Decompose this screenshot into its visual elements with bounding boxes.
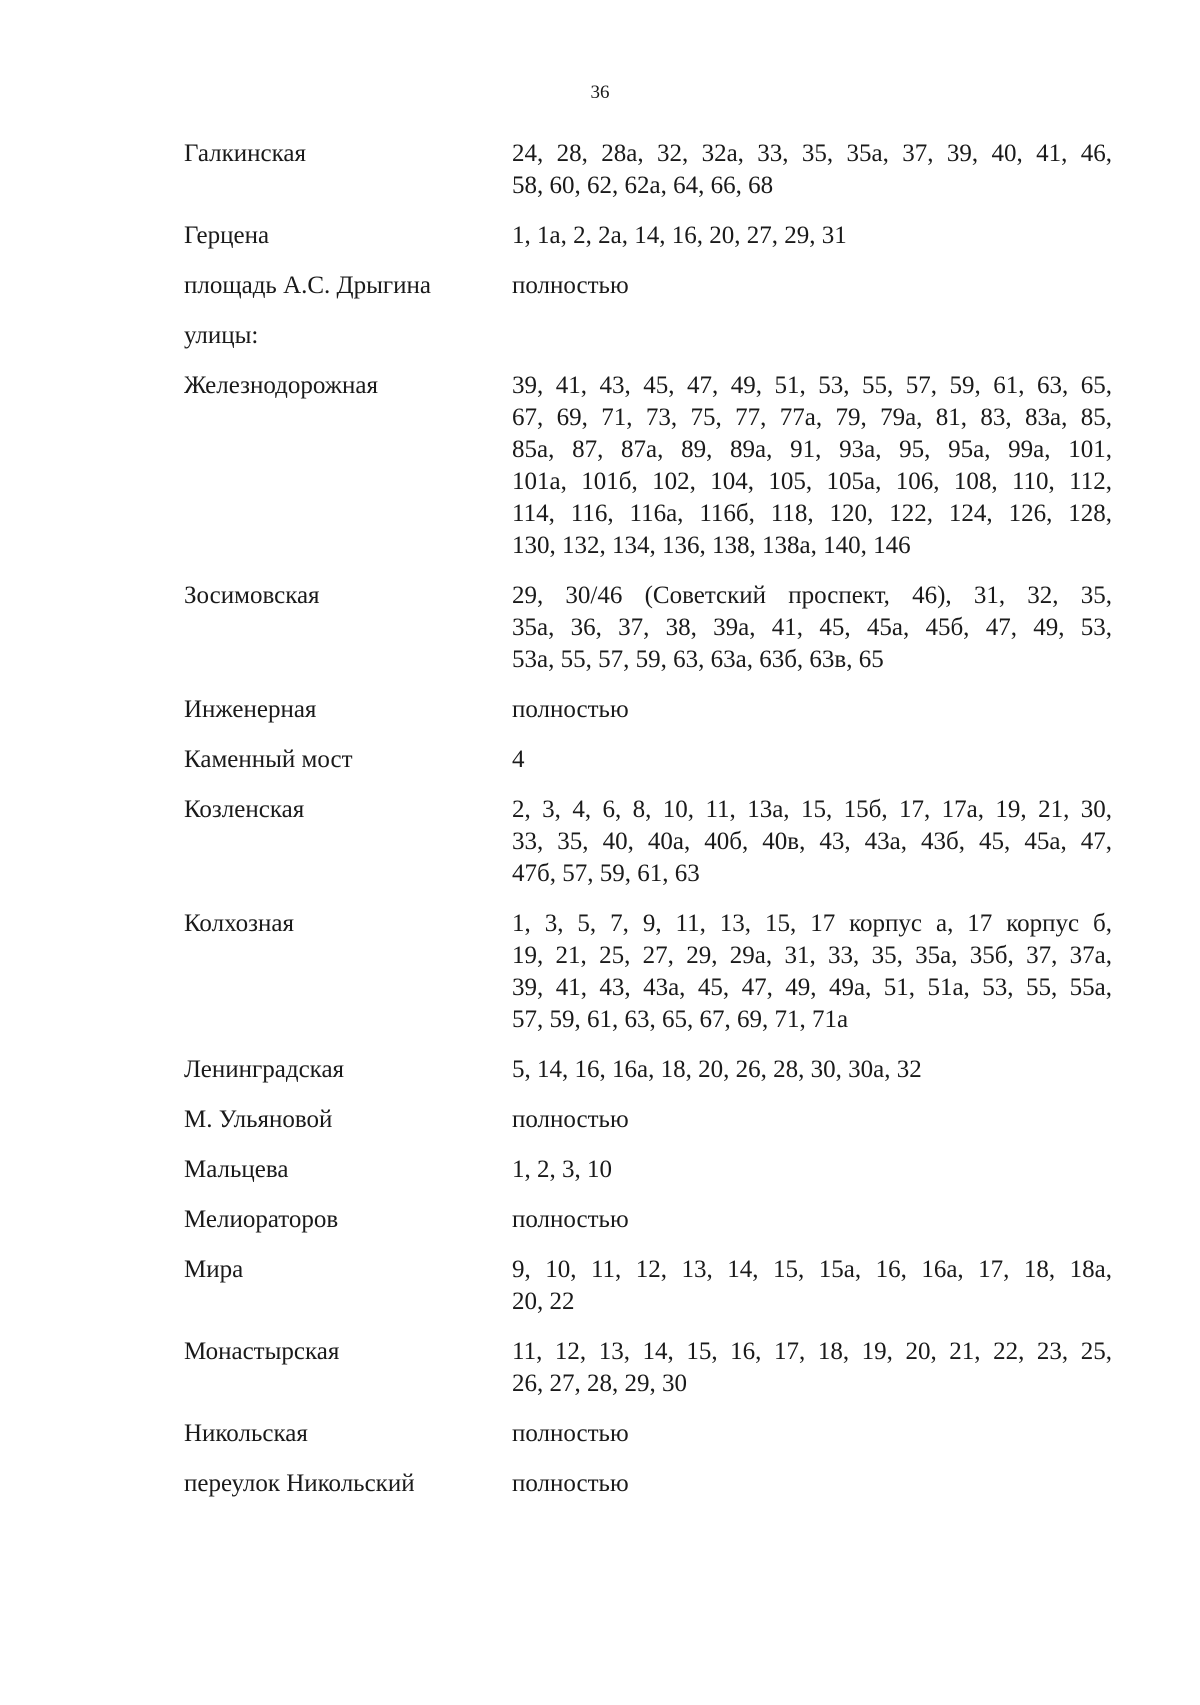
street-row [0, 1204, 1200, 1236]
house-numbers-line: 85а, 87, 87а, 89, 89а, 91, 93а, 95, 95а, 99а, 101, [512, 436, 1112, 463]
house-numbers-line: 58, 60, 62, 62а, 64, 66, 68 [512, 172, 774, 199]
house-numbers-line: 47б, 57, 59, 61, 63 [512, 860, 700, 887]
house-numbers-line: 9, 10, 11, 12, 13, 14, 15, 15а, 16, 16а, 17, 18, 18а, [512, 1256, 1112, 1283]
house-numbers [512, 320, 1112, 352]
house-numbers [512, 1054, 1112, 1086]
street-row [0, 1418, 1200, 1450]
house-numbers-line: 4 [512, 746, 525, 773]
house-numbers [512, 908, 1112, 1036]
street-name: Железнодорожная [184, 372, 378, 399]
house-numbers-line: 19, 21, 25, 27, 29, 29а, 31, 33, 35, 35а, 35б, 37, 37а, [512, 942, 1112, 969]
house-numbers [512, 1418, 1112, 1450]
house-numbers [512, 1336, 1112, 1400]
house-numbers [512, 220, 1112, 252]
street-name: Мира [184, 1256, 244, 1283]
street-name: Каменный мост [184, 746, 353, 773]
house-numbers-line: 11, 12, 13, 14, 15, 16, 17, 18, 19, 20, 21, 22, 23, 25, [512, 1338, 1112, 1365]
house-numbers-line: 1, 1а, 2, 2а, 14, 16, 20, 27, 29, 31 [512, 222, 847, 249]
street-name: Инженерная [184, 696, 317, 723]
house-numbers [512, 1154, 1112, 1186]
street-name: Монастырская [184, 1338, 340, 1365]
house-numbers-line: 33, 35, 40, 40а, 40б, 40в, 43, 43а, 43б, 45, 45а, 47, [512, 828, 1112, 855]
house-numbers-line: 57, 59, 61, 63, 65, 67, 69, 71, 71а [512, 1006, 849, 1033]
house-numbers [512, 270, 1112, 302]
house-numbers-line: полностью [512, 696, 629, 723]
street-name: М. Ульяновой [184, 1106, 333, 1133]
street-row [0, 1254, 1200, 1318]
street-row [0, 138, 1200, 202]
street-row [0, 1154, 1200, 1186]
street-name: Галкинская [184, 140, 306, 167]
street-row [0, 320, 1200, 352]
house-numbers [512, 580, 1112, 676]
house-numbers-line: 29, 30/46 (Советский проспект, 46), 31, 32, 35, [512, 582, 1112, 609]
street-row [0, 1336, 1200, 1400]
house-numbers-line: 39, 41, 43, 43а, 45, 47, 49, 49а, 51, 51а, 53, 55, 55а, [512, 974, 1112, 1001]
house-numbers-line: полностью [512, 272, 629, 299]
street-row [0, 1054, 1200, 1086]
street-name: улицы: [184, 322, 259, 349]
house-numbers-line: полностью [512, 1420, 629, 1447]
house-numbers [512, 794, 1112, 890]
house-numbers-line: 1, 2, 3, 10 [512, 1156, 612, 1183]
house-numbers-line: 35а, 36, 37, 38, 39а, 41, 45, 45а, 45б, 47, 49, 53, [512, 614, 1112, 641]
street-name: Козленская [184, 796, 305, 823]
house-numbers-line: 114, 116, 116а, 116б, 118, 120, 122, 124, 126, 128, [512, 500, 1112, 527]
house-numbers-line: 2, 3, 4, 6, 8, 10, 11, 13а, 15, 15б, 17, 17а, 19, 21, 30, [512, 796, 1112, 823]
house-numbers-line: 130, 132, 134, 136, 138, 138а, 140, 146 [512, 532, 911, 559]
house-numbers-line: полностью [512, 1470, 629, 1497]
page-number: 36 [590, 82, 610, 103]
house-numbers-line: 39, 41, 43, 45, 47, 49, 51, 53, 55, 57, 59, 61, 63, 65, [512, 372, 1112, 399]
house-numbers-line: полностью [512, 1106, 629, 1133]
street-row [0, 270, 1200, 302]
house-numbers-line: 20, 22 [512, 1288, 575, 1315]
street-name: Ленинградская [184, 1056, 345, 1083]
street-row [0, 1104, 1200, 1136]
house-numbers-line: 1, 3, 5, 7, 9, 11, 13, 15, 17 корпус а, 17 корпус б, [512, 910, 1112, 937]
house-numbers-line: 67, 69, 71, 73, 75, 77, 77а, 79, 79а, 81, 83, 83а, 85, [512, 404, 1112, 431]
house-numbers [512, 370, 1112, 562]
street-name: Мелиораторов [184, 1206, 339, 1233]
house-numbers [512, 1204, 1112, 1236]
house-numbers [512, 138, 1112, 202]
street-list [0, 138, 1200, 1518]
street-row [0, 580, 1200, 676]
street-row [0, 1468, 1200, 1500]
street-row [0, 744, 1200, 776]
street-row [0, 908, 1200, 1036]
house-numbers [512, 1104, 1112, 1136]
house-numbers-line: 53а, 55, 57, 59, 63, 63а, 63б, 63в, 65 [512, 646, 884, 673]
street-name: площадь А.С. Дрыгина [184, 272, 432, 299]
house-numbers-line: 101а, 101б, 102, 104, 105, 105а, 106, 108, 110, 112, [512, 468, 1112, 495]
street-row [0, 370, 1200, 562]
house-numbers [512, 694, 1112, 726]
house-numbers [512, 1254, 1112, 1318]
house-numbers-line: полностью [512, 1206, 629, 1233]
street-row [0, 794, 1200, 890]
street-name: Никольская [184, 1420, 308, 1447]
house-numbers [512, 1468, 1112, 1500]
street-name: переулок Никольский [184, 1470, 415, 1497]
house-numbers [512, 744, 1112, 776]
street-name: Мальцева [184, 1156, 289, 1183]
street-row [0, 220, 1200, 252]
house-numbers-empty [512, 320, 1112, 352]
street-name: Герцена [184, 222, 270, 249]
house-numbers-line: 24, 28, 28а, 32, 32а, 33, 35, 35а, 37, 39, 40, 41, 46, [512, 140, 1112, 167]
house-numbers-line: 26, 27, 28, 29, 30 [512, 1370, 687, 1397]
street-name: Колхозная [184, 910, 294, 937]
street-name: Зосимовская [184, 582, 320, 609]
street-row [0, 694, 1200, 726]
house-numbers-line: 5, 14, 16, 16а, 18, 20, 26, 28, 30, 30а, 32 [512, 1056, 922, 1083]
